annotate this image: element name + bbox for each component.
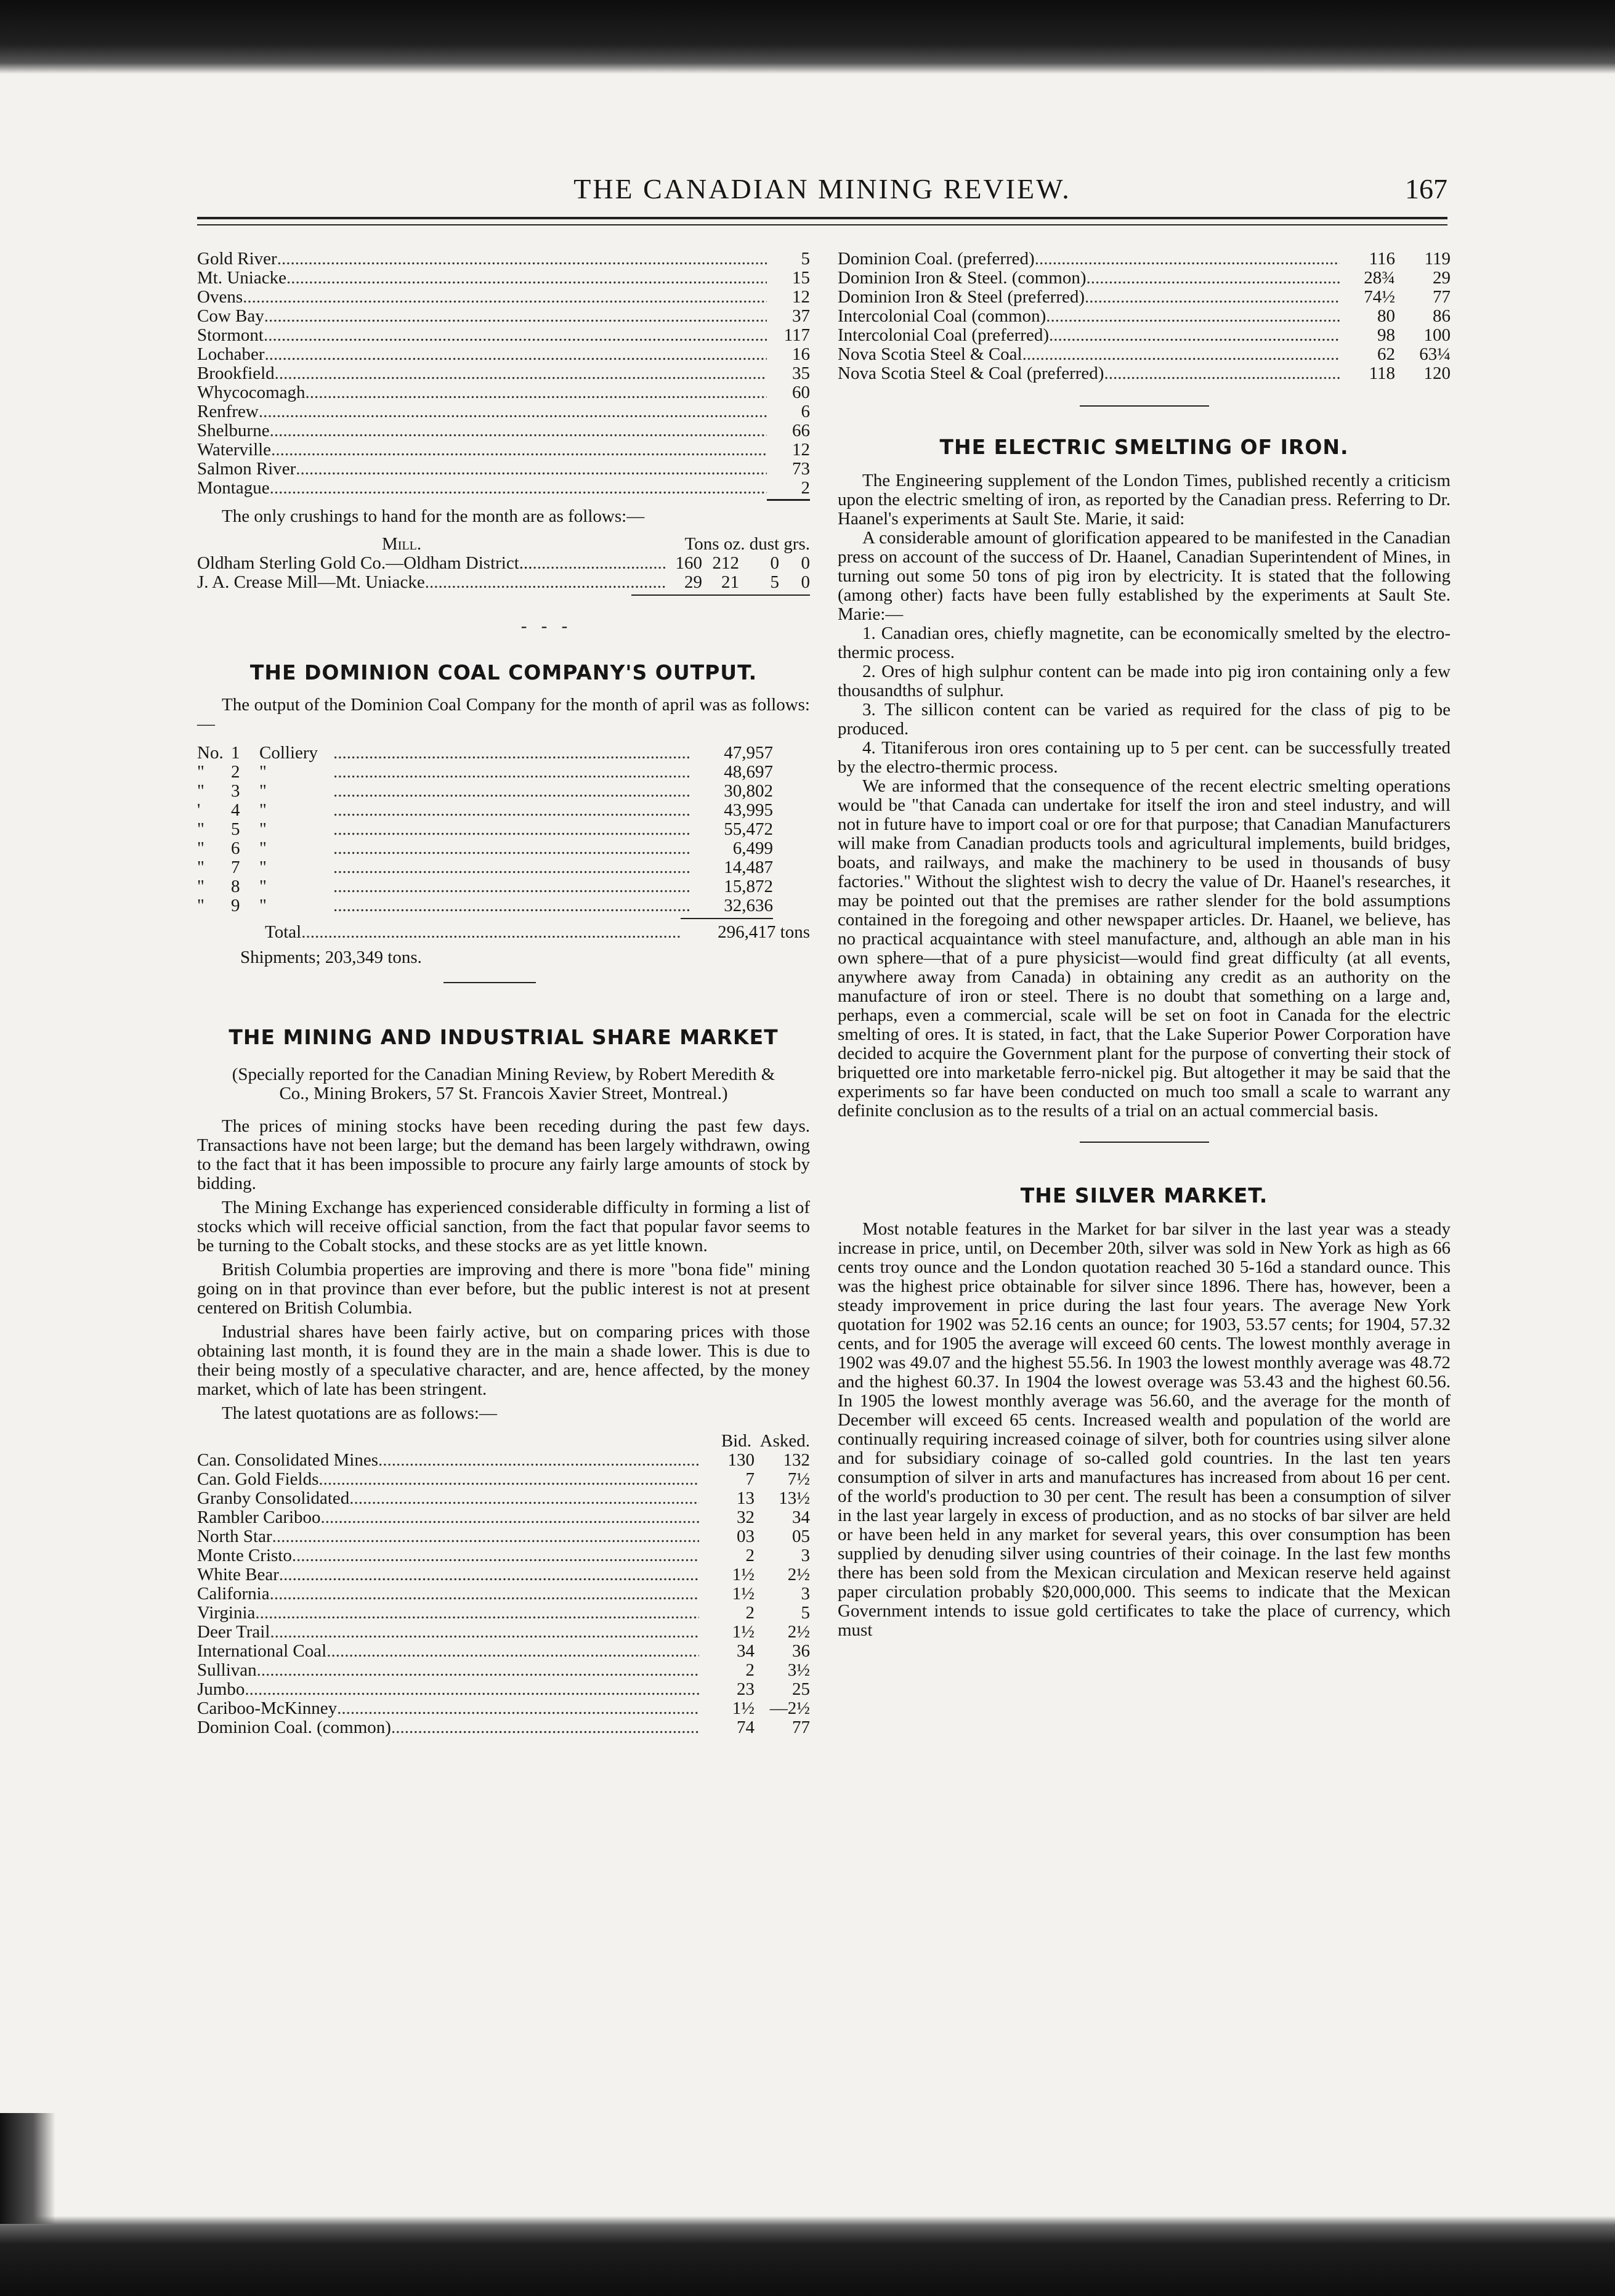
- asked-value: 34: [792, 1507, 810, 1527]
- colliery-name: ": [259, 800, 267, 820]
- leader-dots: [333, 782, 690, 801]
- asked-value: 86: [1433, 306, 1451, 326]
- leader-dots: [292, 1546, 699, 1565]
- scan-edge-bottom: [0, 2216, 1615, 2296]
- asked-value: 3½: [787, 1660, 810, 1680]
- row-label: Deer Trail: [197, 1622, 270, 1642]
- colliery-name: ": [259, 838, 267, 858]
- share-market-paragraph: British Columbia properties are improving and there is more "bona fide" mining going on in that province than ever before, but the public interest is not at present centered on British Columbia.: [197, 1260, 810, 1318]
- district-value: 60: [792, 383, 810, 402]
- leader-dots: [349, 1489, 699, 1508]
- dust-value: 0: [770, 553, 779, 573]
- leader-dots: [243, 288, 767, 307]
- row-label: Waterville: [197, 440, 272, 460]
- quotation-row: [197, 1451, 810, 1470]
- leader-dots: [270, 1584, 699, 1604]
- leader-dots: [333, 877, 690, 896]
- row-prefix: ": [197, 877, 204, 896]
- leader-dots: [333, 896, 690, 915]
- bid-value: 28¾: [1364, 268, 1395, 288]
- quotations-table-right: [838, 249, 1451, 383]
- leader-dots: [259, 402, 767, 421]
- district-value: 73: [792, 459, 810, 479]
- section-separator: - - -: [520, 616, 573, 636]
- leader-dots: [279, 1565, 699, 1584]
- leader-dots: [277, 249, 767, 269]
- leader-dots: [333, 744, 690, 763]
- row-label: Virginia: [197, 1603, 256, 1623]
- crushings-table: [197, 554, 810, 592]
- asked-value: 77: [792, 1718, 810, 1737]
- colliery-name: ": [259, 858, 267, 877]
- leader-dots: [272, 1527, 699, 1546]
- row-prefix: ": [197, 858, 204, 877]
- electric-smelting-text: [838, 471, 1451, 1121]
- quotation-row: [197, 1604, 810, 1623]
- total-rule: [681, 918, 773, 919]
- left-column: [197, 249, 810, 1737]
- colliery-name: ": [259, 781, 267, 801]
- row-label: Ovens: [197, 287, 243, 307]
- row-label: Montague: [197, 478, 270, 498]
- colliery-value: 48,697: [724, 762, 773, 782]
- crushings-intro: The only crushings to hand for the month are as follows:—: [222, 506, 645, 526]
- bid-value: 1½: [732, 1584, 755, 1604]
- asked-value: 3: [801, 1584, 810, 1604]
- quotation-row: [838, 345, 1451, 364]
- smelting-paragraph: 3. The sillicon content can be varied as required for the class of pig to be produced.: [838, 700, 1451, 739]
- share-market-paragraph: The latest quotations are as follows:—: [222, 1403, 497, 1423]
- row-label: Renfrew: [197, 402, 259, 421]
- colliery-number: 7: [231, 858, 240, 877]
- colliery-number: 6: [231, 838, 240, 858]
- quotation-row: [838, 307, 1451, 326]
- asked-value: 13½: [779, 1488, 810, 1508]
- leader-dots: [1046, 307, 1340, 326]
- row-label: Mt. Uniacke: [197, 268, 286, 288]
- row-label: Whycocomagh: [197, 383, 306, 402]
- section-title-electric-smelting: THE ELECTRIC SMELTING OF IRON.: [939, 435, 1349, 459]
- quotation-row: [197, 1623, 810, 1642]
- row-label: Granby Consolidated: [197, 1488, 350, 1508]
- smelting-paragraph: A considerable amount of glorification appeared to be manifested in the Canadian press on account of the success of Dr. Haanel, Canadian Superintendent of Mines, in turning out some 50 tons of pig iron by electricity. It is stated that the following (among other) facts have been fully established by the experiments at Sault Ste. Marie:—: [838, 528, 1451, 624]
- leader-dots: [333, 801, 690, 820]
- quotation-row: [838, 326, 1451, 345]
- leader-dots: [306, 383, 767, 402]
- row-label: Dominion Iron & Steel. (common): [838, 268, 1087, 288]
- leader-dots: [333, 763, 690, 782]
- bid-value: 32: [737, 1507, 755, 1527]
- asked-value: 05: [792, 1527, 810, 1546]
- crushings-columns-header: Tons oz. dust grs.: [684, 534, 810, 554]
- header-rule-thin: [197, 224, 1447, 225]
- row-label: International Coal: [197, 1641, 327, 1661]
- quotation-row: [197, 1489, 810, 1508]
- asked-value: 7½: [787, 1469, 810, 1489]
- quotation-row: [197, 1565, 810, 1584]
- share-market-paragraph: Industrial shares have been fairly active, but on comparing prices with those obtaining last month, it is found they are in the main a shade lower. This is due to their being mostly of a speculative character, and are, hence affected, by the money market, which of late has been stringent.: [197, 1322, 810, 1399]
- row-prefix: ": [197, 819, 204, 839]
- asked-value: 2½: [787, 1565, 810, 1584]
- leader-dots: [333, 820, 690, 839]
- bid-value: 130: [727, 1450, 755, 1470]
- smelting-paragraph: The Engineering supplement of the London Times, published recently a criticism upon the electric smelting of iron, as reported by the Canadian press. Referring to Dr. Haanel's experiments at Sault Ste. Marie, it said:: [838, 471, 1451, 529]
- bid-header: Bid.: [721, 1431, 751, 1451]
- district-row: [197, 326, 810, 345]
- district-value: 2: [801, 478, 810, 498]
- leader-dots: [275, 364, 767, 383]
- colliery-name: ": [259, 819, 267, 839]
- silver-market-text: Most notable features in the Market for bar silver in the last year was a steady increase in price, until, on December 20th, silver was sold in New York as high as 66 cents troy ounce and the London quotation reached 30 5-16d a standard ounce. This was the highest price obtainable for silver since 1896. There has, however, been a steady improvement in price during the last four years. The average New York quotation for 1902 was 52.16 cents an ounce; for 1903, 53.57 cents; for 1904, 57.32 cents, and for 1905 the average will exceed 60 cents. The lowest monthly average in 1902 was 49.07 and the highest 55.56. In 1903 the lowest monthly average was 48.72 and the highest 60.37. In 1904 the lowest overage was 53.43 and the highest 60.56. In 1905 the lowest monthly average was 56.60, and the average for the month of December will exceed 65 cents. Increased wealth and population of the world are continually requiring increased coinage of silver, both for countries using silver alone and for subsidiary coinage of so-called gold countries. In the last ten years consumption of silver in arts and manufactures has increased from about 16 per cent. of the world's production to 30 per cent. The result has been a consumption of silver in the last year largely in excess of production, and as no stocks of bar silver are held or have been held in any market for several years, this over consumption has been supplied by denuding silver using countries of their coinage. In the last few months there has been sold from the Mexican circulation and Mexican reserve held against paper circulation probably $20,000,000. This seems to indicate that the Mexican Government intends to issue gold certificates to take the place of currency, which must: [838, 1219, 1451, 1640]
- district-row: [197, 402, 810, 421]
- district-row: [197, 479, 810, 498]
- section-title-dominion-coal: THE DOMINION COAL COMPANY'S OUTPUT.: [249, 660, 758, 684]
- asked-value: 3: [801, 1546, 810, 1565]
- district-value: 16: [792, 344, 810, 364]
- quotation-row: [197, 1527, 810, 1546]
- row-label: Can. Consolidated Mines: [197, 1450, 379, 1470]
- row-label: Jumbo: [197, 1679, 245, 1699]
- quotations-table-left: [197, 1451, 810, 1737]
- row-label: Oldham Sterling Gold Co.—Oldham District...: [197, 553, 533, 573]
- leader-dots: [533, 554, 665, 573]
- quotation-row: [197, 1718, 810, 1737]
- leader-dots: [318, 1470, 699, 1489]
- colliery-total-row: [197, 923, 810, 942]
- asked-value: 119: [1424, 249, 1451, 269]
- leader-dots: [1022, 345, 1340, 364]
- colliery-value: 47,957: [724, 743, 773, 763]
- leader-dots: [326, 1642, 699, 1661]
- row-label: North Star: [197, 1527, 272, 1546]
- leader-dots: [378, 1451, 699, 1470]
- row-label: Nova Scotia Steel & Coal: [838, 344, 1022, 364]
- leader-dots: [271, 440, 767, 460]
- crushings-header: [197, 535, 810, 554]
- district-value: 35: [792, 363, 810, 383]
- colliery-name: ": [259, 896, 267, 915]
- row-label: California: [197, 1584, 270, 1604]
- grs-value: 0: [801, 553, 810, 573]
- bid-value: 1½: [732, 1565, 755, 1584]
- share-market-paragraph: The Mining Exchange has experienced considerable difficulty in forming a list of stocks which will receive official sanction, from the fact that popular favor seems to be turning to the Cobalt stocks, and these stocks are as yet little known.: [197, 1198, 810, 1255]
- quotation-row: [838, 364, 1451, 383]
- row-label: Gold River: [197, 249, 277, 269]
- colliery-name: ": [259, 762, 267, 782]
- row-prefix: ": [197, 838, 204, 858]
- asked-value: —2½: [769, 1698, 810, 1718]
- bid-value: 116: [1369, 249, 1395, 269]
- row-label: Cariboo-McKinney: [197, 1698, 338, 1718]
- quotation-row: [197, 1642, 810, 1661]
- district-row: [197, 440, 810, 460]
- district-row: [197, 345, 810, 364]
- colliery-name: ": [259, 877, 267, 896]
- asked-value: 63¼: [1419, 344, 1451, 364]
- district-value: 37: [792, 306, 810, 326]
- bid-value: 74: [737, 1718, 755, 1737]
- gold-district-list: [197, 249, 810, 498]
- page-header: [197, 172, 1447, 207]
- colliery-value: 30,802: [724, 781, 773, 801]
- section-title-share-market: THE MINING AND INDUSTRIAL SHARE MARKET: [229, 1025, 779, 1049]
- leader-dots: [1085, 288, 1340, 307]
- row-label: White Bear: [197, 1565, 279, 1584]
- crushings-end-rule: [631, 594, 810, 596]
- row-label: Cow Bay: [197, 306, 264, 326]
- colliery-number: 8: [231, 877, 240, 896]
- bid-value: 23: [737, 1679, 755, 1699]
- crushing-row: [197, 554, 810, 573]
- bid-value: 1½: [732, 1698, 755, 1718]
- right-column: [838, 249, 1451, 1640]
- bid-value: 62: [1377, 344, 1395, 364]
- colliery-number: 5: [231, 819, 240, 839]
- grs-value: 0: [801, 572, 810, 592]
- colliery-number: 3: [231, 781, 240, 801]
- row-prefix: No.: [197, 743, 224, 763]
- district-value: 66: [792, 421, 810, 440]
- leader-dots: [264, 307, 767, 326]
- row-prefix: ": [197, 781, 204, 801]
- row-label: Dominion Coal. (preferred): [838, 249, 1035, 269]
- district-value: 6: [801, 402, 810, 421]
- row-label: Intercolonial Coal (common): [838, 306, 1046, 326]
- leader-dots: [286, 269, 767, 288]
- smelting-paragraph: 4. Titaniferous iron ores containing up to 5 per cent. can be successfully treated by the electro-thermic process.: [838, 738, 1451, 777]
- section-title-silver-market: THE SILVER MARKET.: [1020, 1183, 1268, 1207]
- share-market-byline: (Specially reported for the Canadian Mining Review, by Robert Meredith & Co., Mining Brokers, 57 St. Francois Xavier Street, Montreal.): [232, 1065, 775, 1103]
- district-row: [197, 249, 810, 269]
- asked-value: 2½: [787, 1622, 810, 1642]
- share-market-text: [197, 1117, 810, 1423]
- bid-value: 2: [745, 1546, 755, 1565]
- bid-value: 98: [1377, 325, 1395, 345]
- scan-edge-left: [0, 2113, 55, 2224]
- shipments: Shipments; 203,349 tons.: [240, 947, 422, 967]
- total-value: 296,417 tons: [718, 922, 810, 942]
- asked-value: 25: [792, 1679, 810, 1699]
- district-row: [197, 288, 810, 307]
- quotation-row: [197, 1470, 810, 1489]
- colliery-row: [197, 782, 773, 801]
- leader-dots: [333, 858, 690, 877]
- district-row: [197, 421, 810, 440]
- colliery-value: 15,872: [724, 877, 773, 896]
- colliery-value: 6,499: [732, 838, 773, 858]
- tons-value: 160: [675, 553, 702, 573]
- running-title: THE CANADIAN MINING REVIEW.: [573, 173, 1071, 205]
- district-row: [197, 383, 810, 402]
- row-label: Nova Scotia Steel & Coal (preferred): [838, 363, 1104, 383]
- colliery-number: 4: [231, 800, 240, 820]
- quotation-row: [838, 288, 1451, 307]
- colliery-number: 9: [231, 896, 240, 915]
- colliery-row: [197, 763, 773, 782]
- smelting-paragraph: 1. Canadian ores, chiefly magnetite, can be economically smelted by the electro-thermic process.: [838, 623, 1451, 662]
- quotation-row: [197, 1680, 810, 1699]
- colliery-value: 14,487: [724, 858, 773, 877]
- row-label: Intercolonial Coal (preferred): [838, 325, 1049, 345]
- district-row: [197, 269, 810, 288]
- asked-header: Asked.: [759, 1431, 810, 1451]
- bid-value: 34: [737, 1641, 755, 1661]
- quotation-row: [838, 269, 1451, 288]
- row-prefix: ": [197, 762, 204, 782]
- dominion-coal-intro: The output of the Dominion Coal Company for the month of april was as follows:—: [197, 695, 810, 734]
- bid-value: 03: [737, 1527, 755, 1546]
- quotation-row: [197, 1699, 810, 1718]
- tons-value: 29: [684, 572, 702, 592]
- leader-dots: [1049, 326, 1340, 345]
- row-prefix: ": [197, 896, 204, 915]
- leader-dots: [1035, 249, 1340, 269]
- header-rule-thick: [197, 217, 1447, 219]
- row-label: Lochaber: [197, 344, 265, 364]
- total-label: Total: [265, 922, 302, 942]
- row-label: Salmon River: [197, 459, 296, 479]
- row-label: Dominion Coal. (common): [197, 1718, 391, 1737]
- bid-value: 2: [745, 1603, 755, 1623]
- mill-header: Mill.: [382, 534, 422, 554]
- district-value: 117: [783, 325, 810, 345]
- asked-value: 100: [1423, 325, 1451, 345]
- leader-dots: [265, 345, 767, 364]
- crushing-row: [197, 573, 810, 592]
- asked-value: 77: [1433, 287, 1451, 307]
- colliery-value: 43,995: [724, 800, 773, 820]
- leader-dots: [321, 1508, 699, 1527]
- bid-value: 7: [745, 1469, 755, 1489]
- oz-value: 21: [721, 572, 739, 592]
- leader-dots: [264, 326, 767, 345]
- row-label: Monte Cristo: [197, 1546, 292, 1565]
- scan-edge-top: [0, 0, 1615, 74]
- asked-value: 5: [801, 1603, 810, 1623]
- row-label: Rambler Cariboo: [197, 1507, 321, 1527]
- colliery-number: 1: [231, 743, 240, 763]
- quotes-header: [197, 1432, 810, 1451]
- district-row: [197, 460, 810, 479]
- bid-value: 13: [737, 1488, 755, 1508]
- colliery-value: 55,472: [724, 819, 773, 839]
- quotation-row: [838, 249, 1451, 269]
- district-value: 15: [792, 268, 810, 288]
- quotation-row: [197, 1661, 810, 1680]
- asked-value: 132: [783, 1450, 810, 1470]
- row-label: Sullivan: [197, 1660, 257, 1680]
- leader-dots: [270, 479, 767, 498]
- leader-dots: [333, 839, 690, 858]
- leader-dots: [270, 1623, 699, 1642]
- bid-value: 2: [745, 1660, 755, 1680]
- leader-dots: [1087, 269, 1340, 288]
- colliery-row: [197, 858, 773, 877]
- bid-value: 118: [1369, 363, 1395, 383]
- page-number: 167: [1405, 173, 1447, 205]
- leader-dots: [425, 573, 665, 592]
- row-label: Can. Gold Fields: [197, 1469, 319, 1489]
- leader-dots: [1104, 364, 1340, 383]
- colliery-number: 2: [231, 762, 240, 782]
- quotation-row: [197, 1546, 810, 1565]
- colliery-row: [197, 744, 773, 763]
- row-label: Brookfield: [197, 363, 275, 383]
- colliery-value: 32,636: [724, 896, 773, 915]
- colliery-row: [197, 877, 773, 896]
- district-value: 12: [792, 287, 810, 307]
- asked-value: 120: [1423, 363, 1451, 383]
- colliery-row: [197, 896, 773, 915]
- leader-dots: [245, 1680, 699, 1699]
- row-prefix: ': [197, 800, 201, 820]
- leader-dots: [391, 1718, 699, 1737]
- bid-value: 80: [1377, 306, 1395, 326]
- asked-value: 36: [792, 1641, 810, 1661]
- district-value: 5: [801, 249, 810, 269]
- quotation-row: [197, 1584, 810, 1604]
- district-row: [197, 364, 810, 383]
- colliery-name: Colliery: [259, 743, 318, 763]
- row-label: Dominion Iron & Steel (preferred): [838, 287, 1085, 307]
- district-value: 12: [792, 440, 810, 460]
- bid-value: 74½: [1364, 287, 1395, 307]
- colliery-output-table: [197, 744, 810, 915]
- bid-value: 1½: [732, 1622, 755, 1642]
- leader-dots: [257, 1661, 699, 1680]
- row-label: Stormont: [197, 325, 264, 345]
- share-market-paragraph: The prices of mining stocks have been receding during the past few days. Transactions have not been large; but the demand has been largely withdrawn, owing to the fact that it has been impossible to procure any fairly large amounts of stock by bidding.: [197, 1116, 810, 1193]
- asked-value: 29: [1433, 268, 1451, 288]
- dust-value: 5: [770, 572, 779, 592]
- colliery-row: [197, 839, 773, 858]
- colliery-row: [197, 801, 773, 820]
- row-label: J. A. Crease Mill—Mt. Uniacke: [197, 572, 425, 592]
- quotation-row: [197, 1508, 810, 1527]
- leader-dots: [255, 1604, 699, 1623]
- row-label: Shelburne: [197, 421, 270, 440]
- leader-dots: [270, 421, 767, 440]
- colliery-row: [197, 820, 773, 839]
- leader-dots: [296, 460, 767, 479]
- smelting-paragraph: We are informed that the consequence of the recent electric smelting operations would be "that Canada can undertake for itself the iron and steel industry, and will not in future have to import coal or ore for that purpose; that Canadian Manufacturers will make from Canadian products tools and agricultural implements, build bridges, boats, and railways, and make the machinery to be used in thousands of busy factories." Without the slightest wish to decry the value of Dr. Haanel's researches, it may be pointed out that the premises are rather slender for the bold assumptions contained in the foregoing and other newspaper articles. Dr. Haanel, we believe, has no practical acquaintance with steel manufacture, and, although an able man in his own sphere—that of a pure physicist—would find great difficulty (at all events, anywhere away from Canada) in obtaining any credit as an authority on the manufacture of iron or steel. There is no doubt that something on a large and, perhaps, even a commercial, scale will be set on foot in Canada for the electric smelting of ores. It is stated, in fact, that the Lake Superior Power Corporation have decided to acquire the Government plant for the purpose of converting their stock of briquetted ore into marketable ferro-nickel pig. But altogether it may be said that the experiments so far have been conducted on much too small a scale to warrant any definite conclusion as to the results of a trial on an actual commercial basis.: [838, 776, 1451, 1121]
- oz-value: 212: [712, 553, 739, 573]
- district-row: [197, 307, 810, 326]
- leader-dots: [337, 1699, 699, 1718]
- smelting-paragraph: 2. Ores of high sulphur content can be made into pig iron containing only a few thousandths of sulphur.: [838, 662, 1451, 700]
